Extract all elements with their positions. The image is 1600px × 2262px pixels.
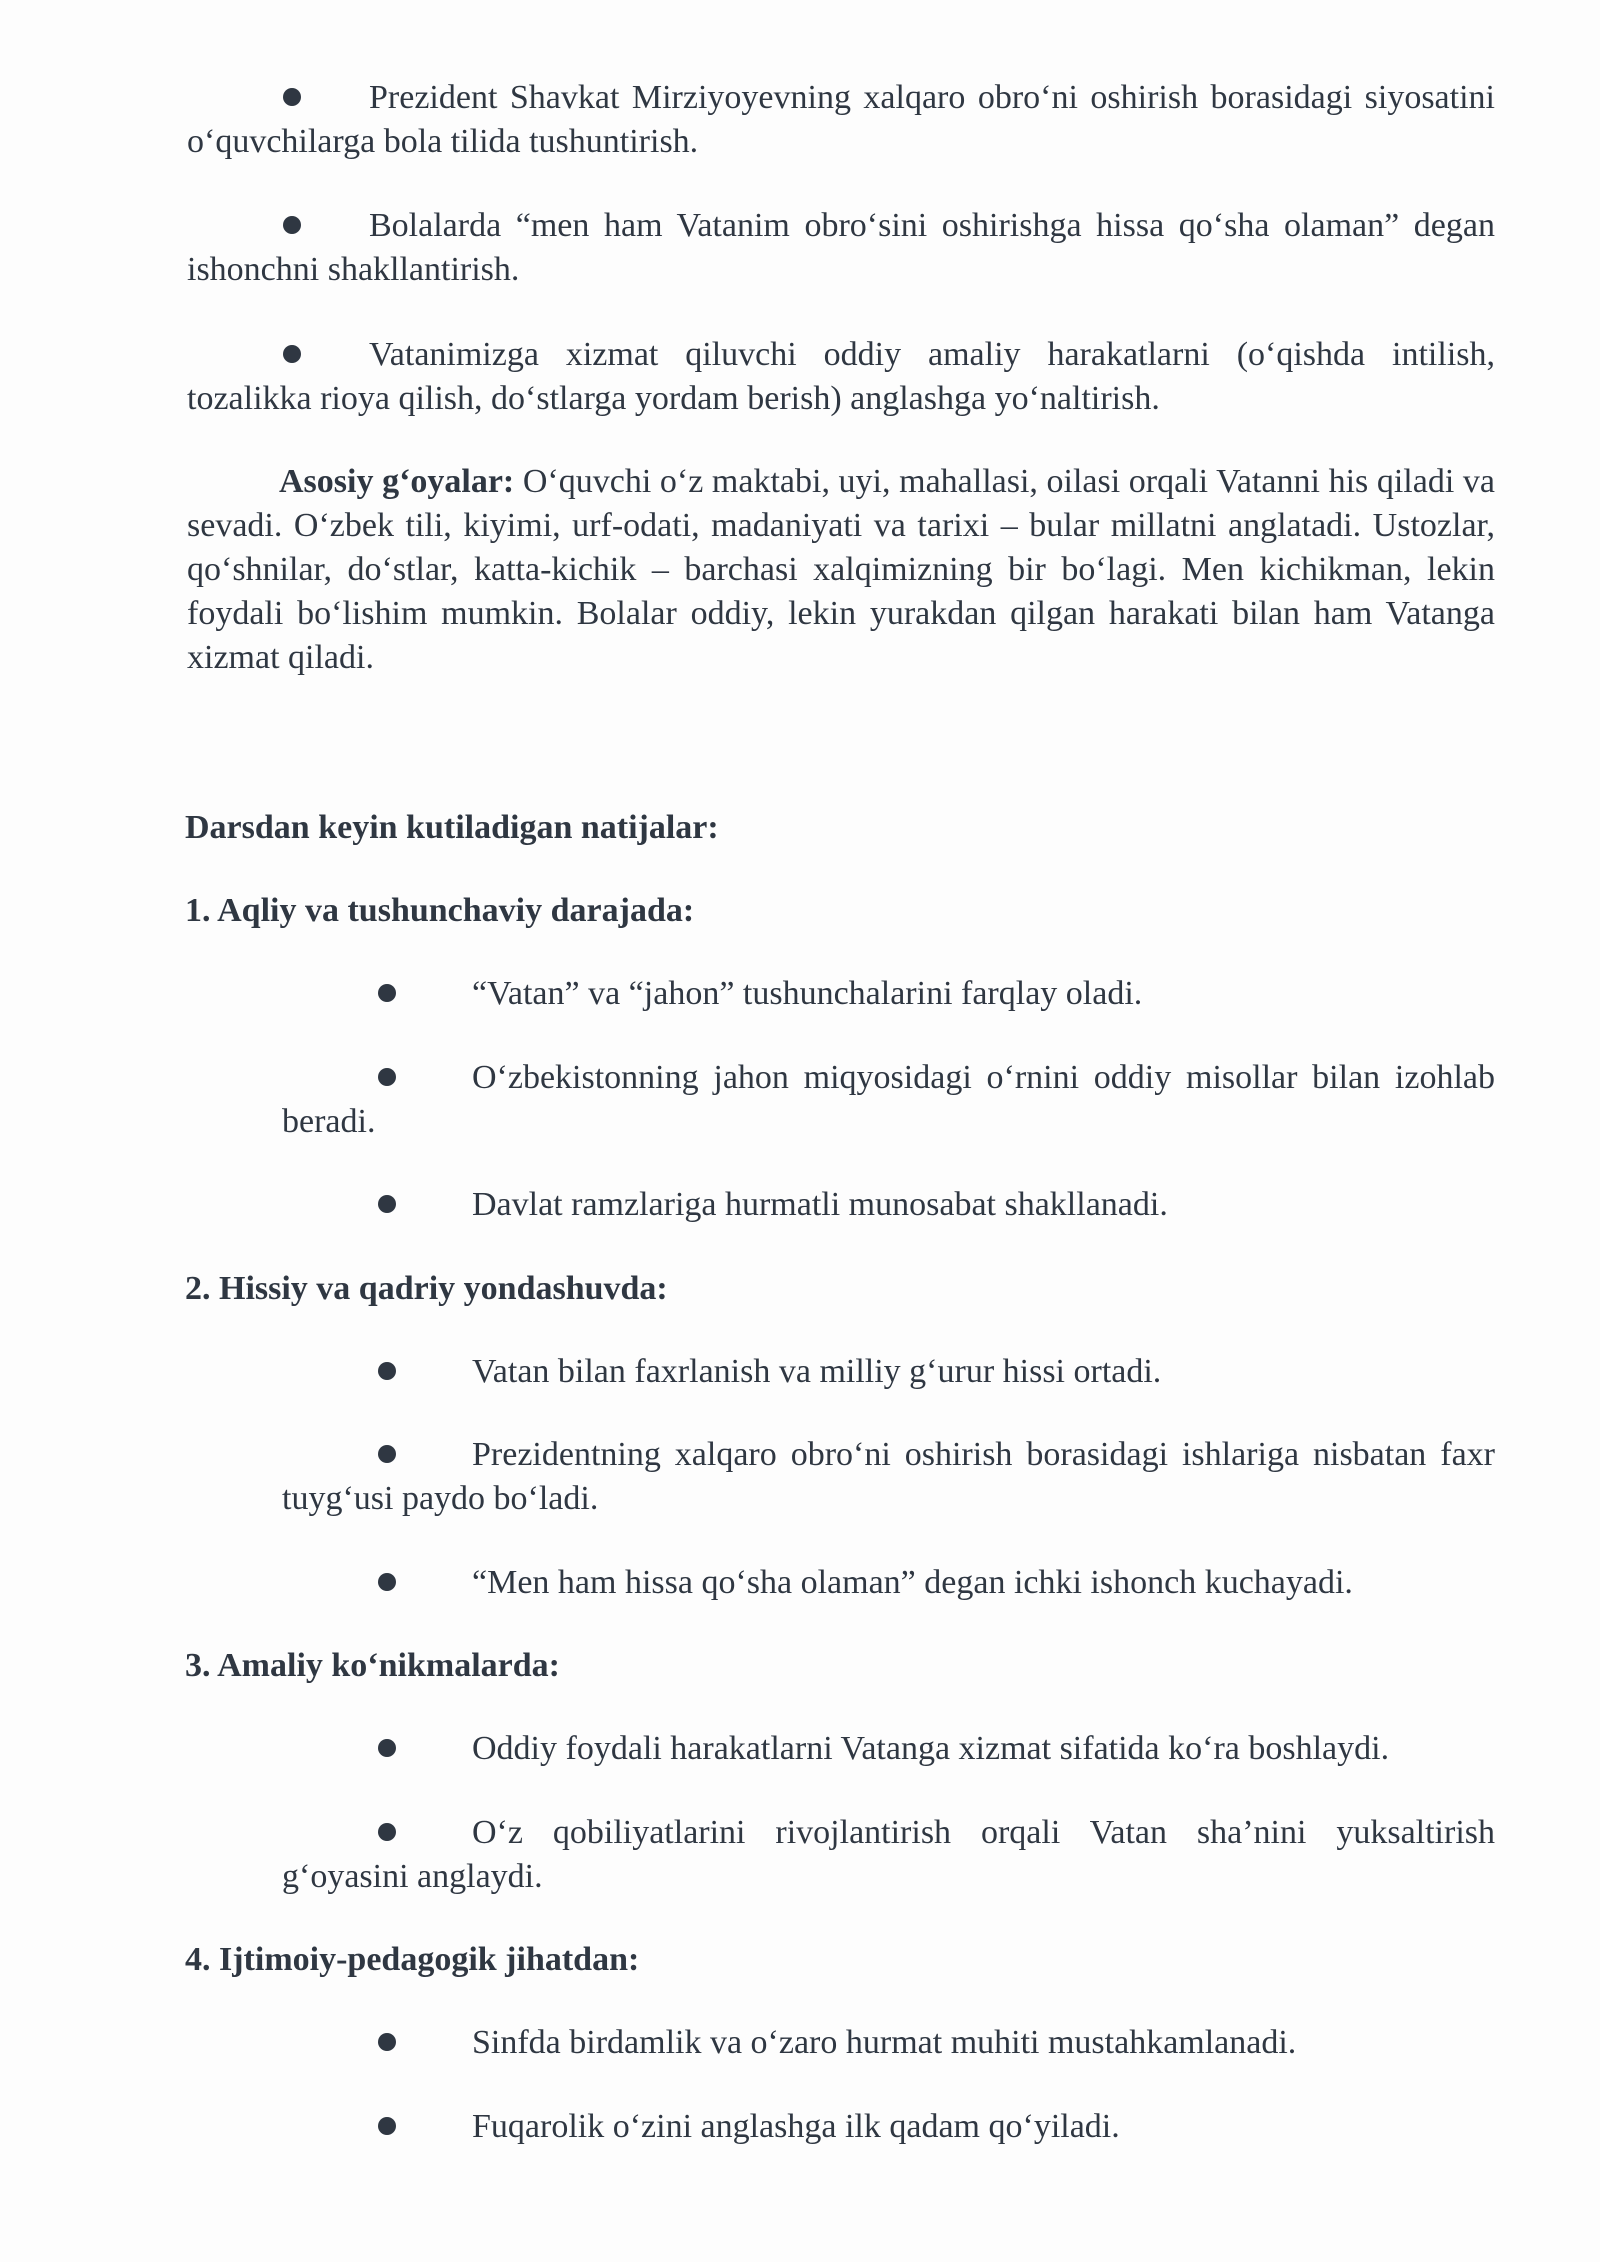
list-item-text: Oddiy foydali harakatlarni Vatanga xizmat sifatida ko‘ra boshlaydi.	[472, 1730, 1390, 1767]
list-item	[282, 972, 1495, 1016]
list-item-text: O‘z qobiliyatlarini rivojlantirish orqali Vatan sha’nini yuksaltirish g‘oyasini anglaydi.	[282, 1814, 1495, 1895]
main-ideas-text: O‘quvchi o‘z maktabi, uyi, mahallasi, oilasi orqali Vatanni his qiladi va sevadi. O‘zbek tili, kiyimi, urf-odati, madaniyati va tarixi – bular millatni anglatadi. Ustozlar, qo‘shnilar, do‘stlar, katta-kichik – barchasi xalqimizning bir bo‘lagi. Men kichikman, lekin foydali bo‘lishim mumkin. Bolalar oddiy, lekin yurakdan qilgan harakati bilan ham Vatanga xizmat qiladi.	[187, 463, 1495, 676]
bullet-icon	[283, 88, 301, 106]
list-item	[282, 1727, 1495, 1771]
main-ideas-label: Asosiy g‘oyalar:	[279, 463, 515, 500]
list-item-text: Prezidentning xalqaro obro‘ni oshirish borasidagi ishlariga nisbatan faxr tuyg‘usi paydo bo‘ladi.	[282, 1436, 1495, 1517]
intro-bullet-text: Vatanimizga xizmat qiluvchi oddiy amaliy harakatlarni (o‘qishda intilish, tozalikka rioya qilish, do‘stlarga yordam berish) anglashga yo‘naltirish.	[187, 336, 1495, 417]
list-item	[282, 1183, 1495, 1227]
list-item-text: Davlat ramzlariga hurmatli munosabat shakllanadi.	[472, 1186, 1168, 1223]
bullet-icon	[378, 1068, 396, 1086]
list-item	[282, 1561, 1495, 1605]
bullet-icon	[283, 345, 301, 363]
intro-bullet-3	[187, 333, 1495, 421]
list-item-text: Vatan bilan faxrlanish va milliy g‘urur hissi ortadi.	[472, 1353, 1162, 1390]
section-heading: 4. Ijtimoiy-pedagogik jihatdan:	[185, 1941, 640, 1978]
intro-bullet-text: Prezident Shavkat Mirziyoyevning xalqaro obro‘ni oshirish borasidagi siyosatini o‘quvchilarga bola tilida tushuntirish.	[187, 79, 1495, 160]
section-heading: 2. Hissiy va qadriy yondashuvda:	[185, 1270, 668, 1307]
list-item-text: Fuqarolik o‘zini anglashga ilk qadam qo‘yiladi.	[472, 2108, 1120, 2145]
main-ideas-paragraph	[187, 460, 1495, 680]
intro-bullet-1	[187, 76, 1495, 164]
bullet-icon	[378, 1739, 396, 1757]
bullet-icon	[378, 1823, 396, 1841]
list-item-text: “Vatan” va “jahon” tushunchalarini farqlay oladi.	[472, 975, 1143, 1012]
section-heading: 3. Amaliy ko‘nikmalarda:	[185, 1647, 560, 1684]
bullet-icon	[378, 2117, 396, 2135]
bullet-icon	[378, 1445, 396, 1463]
bullet-icon	[378, 1195, 396, 1213]
bullet-icon	[283, 216, 301, 234]
list-item	[282, 2021, 1495, 2065]
list-item	[282, 1350, 1495, 1394]
list-item-text: Sinfda birdamlik va o‘zaro hurmat muhiti mustahkamlanadi.	[472, 2024, 1297, 2061]
list-item-text: O‘zbekistonning jahon miqyosidagi o‘rnini oddiy misollar bilan izohlab beradi.	[282, 1059, 1495, 1140]
outcomes-title: Darsdan keyin kutiladigan natijalar:	[185, 809, 719, 846]
bullet-icon	[378, 1573, 396, 1591]
section-heading: 1. Aqliy va tushunchaviy darajada:	[185, 892, 695, 929]
list-item	[282, 1433, 1495, 1521]
bullet-icon	[378, 984, 396, 1002]
list-item	[282, 1056, 1495, 1144]
intro-bullet-text: Bolalarda “men ham Vatanim obro‘sini oshirishga hissa qo‘sha olaman” degan ishonchni shakllantirish.	[187, 207, 1495, 288]
intro-bullet-2	[187, 204, 1495, 292]
list-item	[282, 2105, 1495, 2149]
bullet-icon	[378, 1362, 396, 1380]
bullet-icon	[378, 2033, 396, 2051]
list-item-text: “Men ham hissa qo‘sha olaman” degan ichki ishonch kuchayadi.	[472, 1564, 1353, 1601]
list-item	[282, 1811, 1495, 1899]
